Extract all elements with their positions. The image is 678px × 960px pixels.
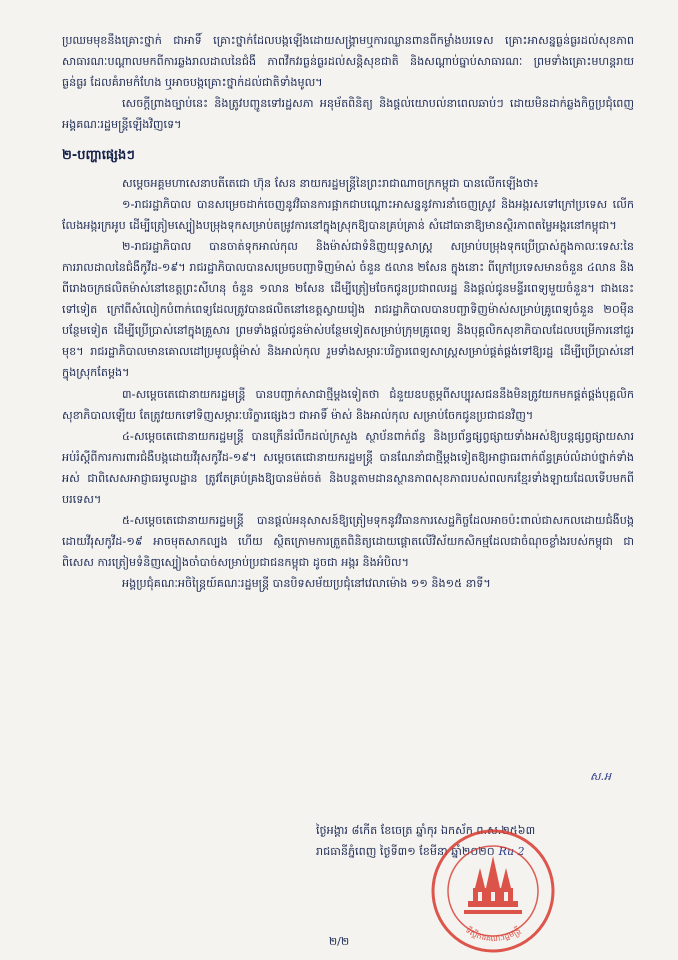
- date-solar: រាជធានីភ្នំពេញ ថ្ងៃទី៣១ ខែមីនា ឆ្នាំ២០២០: [316, 845, 495, 858]
- point-4: ៤-សម្តេចតេជោនាយករដ្ឋមន្ត្រី បានក្រើនរំលឹកដល់ក្រសួង ស្ថាប័នពាក់ព័ន្ធ និងប្រព័ន្ធផ្សព្វផ្សាយទាំងអស់ឱ្យបន្តផ្សព្វផ្សាយសារអប់រំស្តីពីការការពារជំងឺបង្កដោយវីរុសកូវីដ-១៩។ សម្តេចតេជោនាយករដ្ឋមន្ត្រី បានណែនាំជាថ្មីម្តងទៀតឱ្យអាជ្ញាធរពាក់ព័ន្ធគ្រប់លំដាប់ថ្នាក់ទាំងអស់ ជាពិសេសអាជ្ញាធរមូលដ្ឋាន ត្រូវតែគ្រប់គ្រងឱ្យបានម៉ត់ចត់ និងបន្តតាមដានស្ថានភាពសុខភាពរបស់ពលករខ្មែរទាំងឡាយដែលទើបមកពីបរទេស។: [62, 429, 634, 506]
- point-3: ៣-សម្តេចតេជោនាយករដ្ឋមន្ត្រី បានបញ្ជាក់សាជាថ្មីម្តងទៀតថា ជំនួយឧបត្ថម្ភពីសប្បុរសជននឹងមិនត្រូវយកមកផ្គត់ផ្គង់បុគ្គលិកសុខាភិបាលឡើយ តែត្រូវយកទៅទិញសម្ភារៈបរិក្ខារផ្សេងៗ ជាអាទិ៍ ម៉ាស់ និងអាល់កុល សម្រាប់ចែកជូនប្រជាជនវិញ។: [62, 387, 634, 422]
- closing-line: អង្គប្រជុំគណៈអចិន្ត្រៃយ៍គណៈរដ្ឋមន្ត្រី បានបិទសម័យប្រជុំនៅវេលាម៉ោង ១១ និង១៥ នាទី។: [122, 577, 491, 591]
- section-heading: ២-បញ្ហាផ្សេងៗ: [62, 148, 135, 164]
- signature-initials: Ru 2: [498, 845, 525, 858]
- date-lunar: ថ្ងៃអង្គារ ៨កើត ខែចេត្រ ឆ្នាំកុរ ឯកស័ក ព.ស.២៥៦៣: [316, 824, 536, 837]
- point-2: ២-រាជរដ្ឋាភិបាល បានចាត់ទុកអាល់កុល និងម៉ាស់ជាទំនិញយុទ្ធសាស្ត្រ សម្រាប់បម្រុងទុកប្រើប្រាស់ក្នុងកាលៈទេសៈនៃការរាលដាលនៃជំងឺកូវីដ-១៩។ រាជរដ្ឋាភិបាលបានសម្រេចបញ្ជាទិញម៉ាស់ ចំនួន ៥លាន ២សែន ក្នុងនោះ ពីក្រៅប្រទេសមានចំនួន ៤លាន និង ពីរោងចក្រផលិតម៉ាស់នៅខេត្តព្រះសីហនុ ចំនួន ១លាន ២សែន ដើម្បីត្រៀមចែកជូនប្រជាពលរដ្ឋ និងផ្តល់ជូនមន្ទីរពេទ្យមួយចំនួន។ ជាងនេះទៅទៀត ក្រៅពីសំលៀកបំពាក់ពេទ្យដែលត្រូវបានផលិតនៅខេត្តស្វាយរៀង រាជរដ្ឋាភិបាលបានបញ្ជាទិញម៉ាស់សម្រាប់គ្រូពេទ្យចំនួន ២០ម៉ឺនបន្ថែមទៀត ដើម្បីប្រើប្រាស់នៅក្នុងគ្រួសារ ព្រមទាំងផ្តល់ជូនម៉ាស់បន្ថែមទៀតសម្រាប់ក្រុមគ្រូពេទ្យ និងបុគ្គលិកសុខាភិបាលដែលបម្រើការនៅជួរមុខ។ រាជរដ្ឋាភិបាលមានគោលដៅប្រមូលផ្តុំម៉ាស់ និងអាល់កុល រួមទាំងសម្ភារៈបរិក្ខារពេទ្យសាស្ត្រសម្រាប់ផ្គត់ផ្គង់ទៅឱ្យរដ្ឋ ដើម្បីប្រើប្រាស់នៅក្នុងស្រុកតែម្តង។: [62, 239, 634, 380]
- page-number: ២/២: [328, 935, 350, 948]
- point-1: ១-រាជរដ្ឋាភិបាល បានសម្រេចដាក់ចេញនូវវិធានការផ្អាកជាបណ្តោះអាសន្ននូវការនាំចេញស្រូវ និងអង្ករសទៅក្រៅប្រទេស លើកលែងអង្ករក្រអូប ដើម្បីត្រៀមស្បៀងបម្រុងទុកសម្រាប់តម្រូវការនៅក្នុងស្រុកឱ្យបានគ្រប់គ្រាន់ សំដៅធានាឱ្យមានស្ថិរភាពតម្លៃអង្ករនៅកម្ពុជា។: [62, 197, 634, 232]
- initials-handwritten: ស.អ: [590, 770, 611, 783]
- point-5: ៥-សម្តេចតេជោនាយករដ្ឋមន្ត្រី បានផ្តល់អនុសាសន៍ឱ្យត្រៀមទុកនូវវិធានការសេដ្ឋកិច្ចដែលអាចប៉ះពាល់ជាសកលដោយជំងឺបង្កដោយវីរុសកូវីដ-១៩ អាចមុតសាកល្បង ហើយ ស្ថិតក្រោមការត្រួតពិនិត្យដោយផ្តោតលើវិស័យកសិកម្មដែលជាចំណុចខ្លាំងរបស់កម្ពុជា ជាពិសេស ការត្រៀមទំនិញស្បៀងចាំបាច់សម្រាប់ប្រជាជនកម្ពុជា ដូចជា អង្ករ និងអំបិល។: [62, 514, 634, 570]
- section-intro: សម្តេចអគ្គមហាសេនាបតីតេជោ ហ៊ុន សែន នាយករដ្ឋមន្ត្រីនៃព្រះរាជាណាចក្រកម្ពុជា បានលើកឡើងថា៖: [122, 176, 539, 190]
- document-body: [62, 30, 634, 594]
- seal-text: ទីស្តីការគណៈរដ្ឋមន្ត្រី: [463, 925, 523, 944]
- paragraph-continued: ប្រឈមមុខនឹងគ្រោះថ្នាក់ ជាអាទិ៍ គ្រោះថ្នាក់ដែលបង្កឡើងដោយសង្គ្រាមឬការឈ្លានពានពីកម្លាំងបរទេស គ្រោះអាសន្នធ្ងន់ធ្ងរដល់សុខភាពសាធារណៈបណ្តាលមកពីការឆ្លងរាលដាលនៃជំងឺ ភាពវឹកវរធ្ងន់ធ្ងរដល់សន្តិសុខជាតិ និងសណ្តាប់ធ្នាប់សាធារណៈ ព្រមទាំងគ្រោះមហន្តរាយធ្ងន់ធ្ងរ ដែលគំរាមកំហែង ឬអាចបង្កគ្រោះថ្នាក់ដល់ជាតិទាំងមូល។: [62, 34, 634, 90]
- paragraph-draft-law: សេចក្តីព្រាងច្បាប់នេះ និងត្រូវបញ្ជូនទៅរដ្ឋសភា អនុម័តពិនិត្យ និងផ្តល់យោបល់នាពេលឆាប់ៗ ដោយមិនដាក់ឆ្លងកិច្ចប្រជុំពេញអង្គគណៈរដ្ឋមន្ត្រីឡើងវិញទេ។: [62, 97, 634, 132]
